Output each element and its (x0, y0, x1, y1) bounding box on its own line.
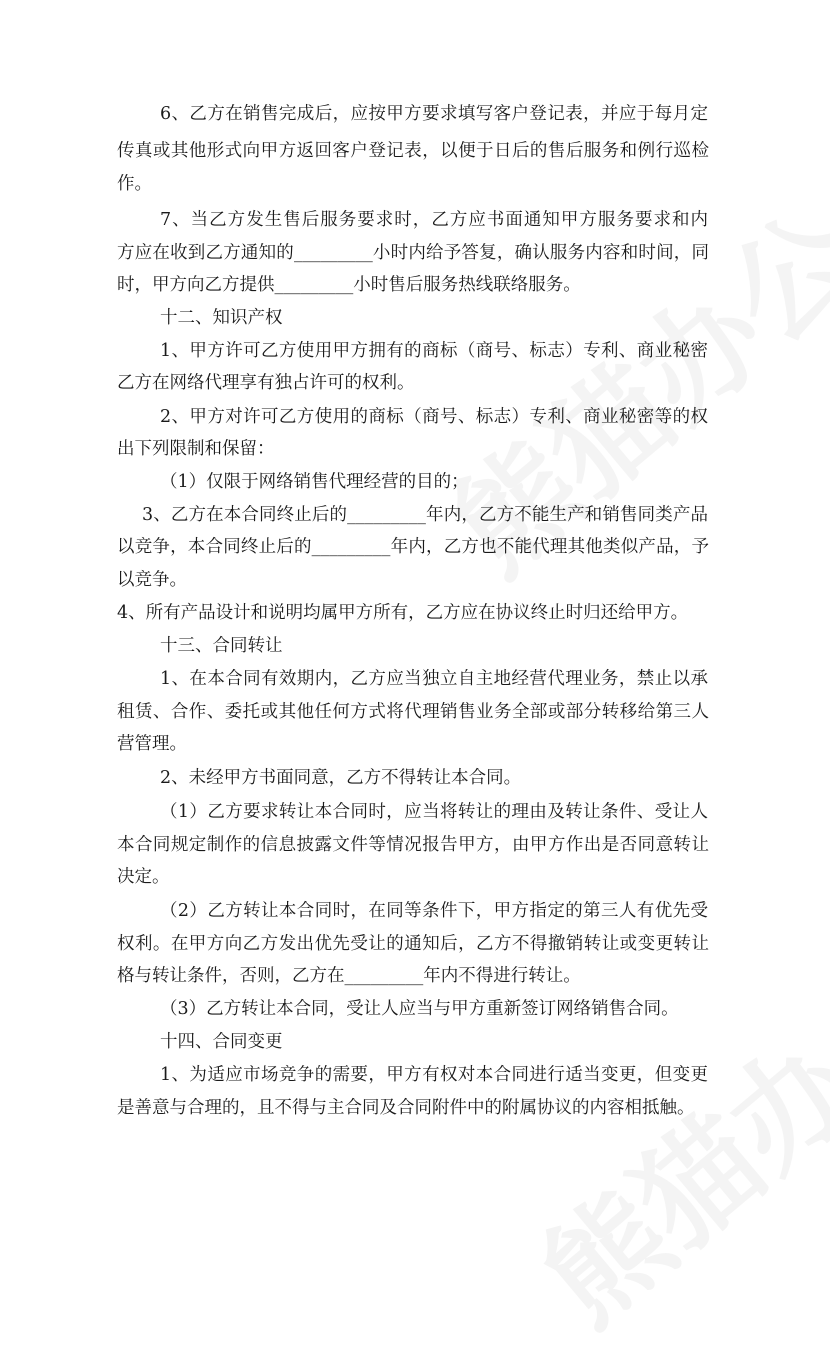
paragraph-line: 传真或其他形式向甲方返回客户登记表，以便于日后的售后服务和例行巡检 (117, 141, 709, 161)
paragraph-line: 时，甲方向乙方提供_________小时售后服务热线联络服务。 (117, 275, 581, 295)
section-heading: 十二、知识产权 (160, 308, 283, 328)
paragraph-line: （2）乙方转让本合同时，在同等条件下，甲方指定的第三人有优先受 (160, 901, 708, 921)
paragraph-line: 权利。在甲方向乙方发出优先受让的通知后，乙方不得撤销转让或变更转让 (117, 934, 709, 954)
paragraph-line: 格与转让条件，否则，乙方在_________年内不得进行转让。 (117, 966, 581, 986)
paragraph-line: 1、为适应市场竞争的需要，甲方有权对本合同进行适当变更，但变更 (160, 1065, 708, 1085)
paragraph-line: 3、乙方在本合同终止后的_________年内，乙方不能生产和销售同类产品 (142, 505, 708, 525)
paragraph-line: 4、所有产品设计和说明均属甲方所有，乙方应在协议终止时归还给甲方。 (117, 603, 689, 623)
paragraph-line: 6、乙方在销售完成后，应按甲方要求填写客户登记表，并应于每月定 (160, 104, 708, 124)
paragraph-line: 2、未经甲方书面同意，乙方不得转让本合同。 (160, 768, 522, 788)
paragraph-line: 以竞争。 (117, 570, 187, 590)
paragraph-line: 1、甲方许可乙方使用甲方拥有的商标（商号、标志）专利、商业秘密 (160, 341, 708, 361)
paragraph-line: （3）乙方转让本合同，受让人应当与甲方重新签订网络销售合同。 (160, 999, 679, 1019)
paragraph-line: 乙方在网络代理享有独占许可的权利。 (117, 373, 415, 393)
paragraph-line: 1、在本合同有效期内，乙方应当独立自主地经营代理业务，禁止以承 (160, 669, 708, 689)
section-heading: 十四、合同变更 (160, 1032, 283, 1052)
paragraph-line: 营管理。 (117, 734, 187, 754)
paragraph-line: 作。 (117, 174, 152, 194)
paragraph-line: 以竞争，本合同终止后的_________年内，乙方也不能代理其他类似产品，予 (117, 537, 709, 557)
paragraph-line: （1）乙方要求转让本合同时，应当将转让的理由及转让条件、受让人 (160, 802, 708, 822)
paragraph-line: 7、当乙方发生售后服务要求时，乙方应书面通知甲方服务要求和内 (160, 210, 708, 230)
paragraph-line: 出下列限制和保留： (117, 439, 275, 459)
paragraph-line: 方应在收到乙方通知的_________小时内给予答复，确认服务内容和时间，同 (117, 243, 709, 263)
paragraph-line: 是善意与合理的，且不得与主合同及合同附件中的附属协议的内容相抵触。 (117, 1098, 695, 1118)
paragraph-line: 决定。 (117, 867, 170, 887)
paragraph-line: （1）仅限于网络销售代理经营的目的； (160, 472, 469, 492)
paragraph-line: 租赁、合作、委托或其他任何方式将代理销售业务全部或部分转移给第三人 (117, 702, 709, 722)
paragraph-line: 2、甲方对许可乙方使用的商标（商号、标志）专利、商业秘密等的权 (160, 407, 708, 427)
section-heading: 十三、合同转让 (160, 636, 283, 656)
paragraph-line: 本合同规定制作的信息披露文件等情况报告甲方，由甲方作出是否同意转让 (117, 835, 709, 855)
